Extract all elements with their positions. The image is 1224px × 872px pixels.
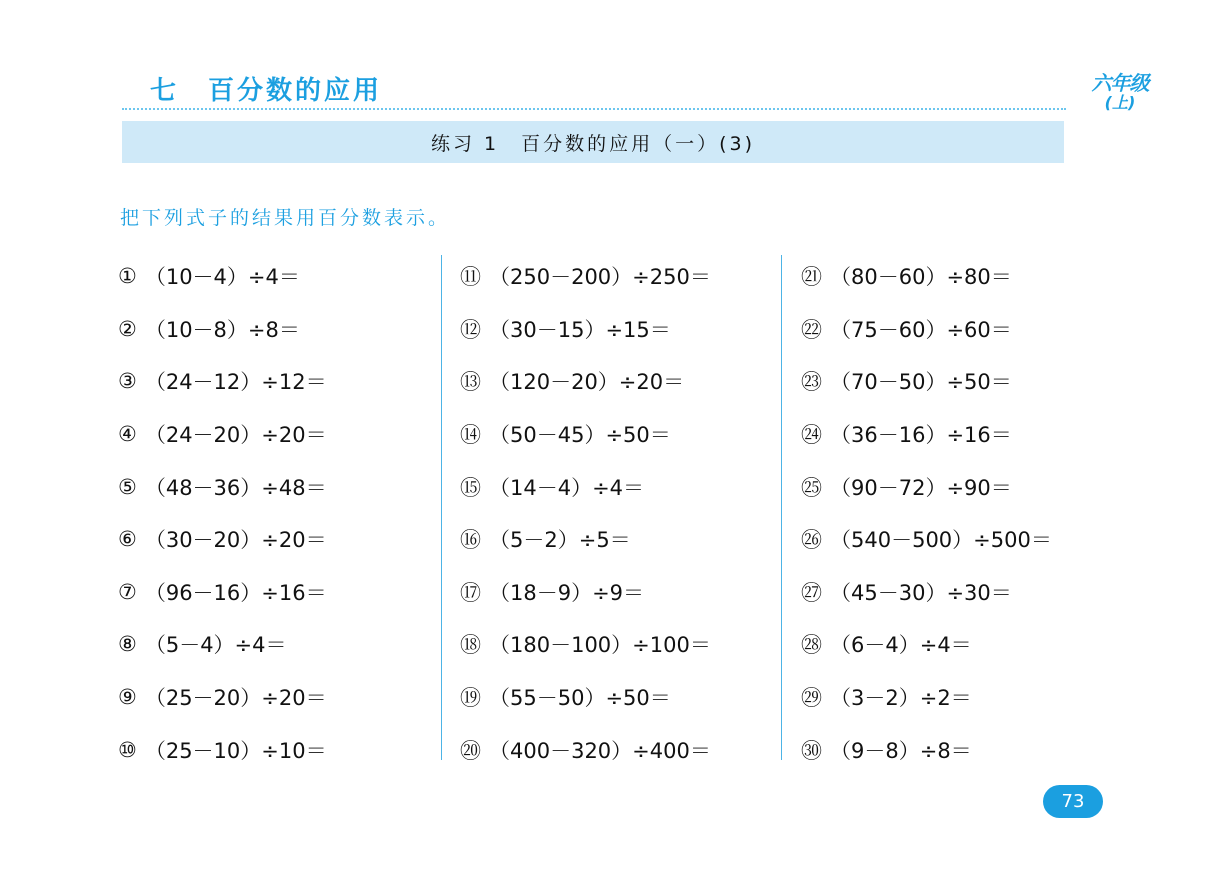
problem-item (118, 723, 327, 776)
problem-column-3 (801, 250, 1052, 776)
problem-expression: （9－8）÷8＝ (830, 738, 972, 763)
problem-expression: （30－20）÷20＝ (144, 528, 327, 553)
problem-expression: （120－20）÷20＝ (489, 370, 685, 395)
problem-item (118, 618, 327, 671)
page-number-badge (1043, 785, 1103, 818)
problem-expression: （14－4）÷4＝ (489, 475, 645, 500)
problem-item (801, 513, 1052, 566)
problem-expression: （96－16）÷16＝ (144, 580, 327, 605)
problem-number: ⑨ (118, 685, 137, 710)
problem-number: ① (118, 264, 137, 289)
problem-expression: （25－10）÷10＝ (144, 738, 327, 763)
problem-item (460, 303, 711, 356)
problem-expression: （48－36）÷48＝ (144, 475, 327, 500)
problem-item (460, 355, 711, 408)
problem-column-2 (460, 250, 711, 776)
problem-number: ⑮ (460, 475, 481, 500)
problem-expression: （18－9）÷9＝ (489, 580, 645, 605)
problem-expression: （180－100）÷100＝ (489, 633, 711, 658)
problem-number: ⑬ (460, 370, 481, 395)
problem-item (801, 408, 1052, 461)
problem-expression: （3－2）÷2＝ (830, 686, 972, 711)
problem-expression: （25－20）÷20＝ (144, 686, 327, 711)
problem-number: ⑲ (460, 686, 481, 711)
problem-item (801, 566, 1052, 619)
problem-expression: （24－12）÷12＝ (144, 370, 327, 395)
chapter-title: 七 百分数的应用 (150, 76, 383, 106)
problem-expression: （24－20）÷20＝ (144, 423, 327, 448)
page-number: 73 (1061, 791, 1085, 812)
problem-item (460, 671, 711, 724)
problem-number: ⑱ (460, 633, 481, 658)
problem-number: ② (118, 316, 137, 341)
problem-item (118, 566, 327, 619)
problem-expression: （90－72）÷90＝ (830, 475, 1012, 500)
problem-expression: （55－50）÷50＝ (489, 686, 671, 711)
problem-number: ㉘ (801, 633, 822, 658)
problem-expression: （70－50）÷50＝ (830, 370, 1012, 395)
problem-item (118, 303, 327, 356)
problem-item (801, 723, 1052, 776)
problem-number: ④ (118, 422, 137, 447)
problem-number: ③ (118, 369, 137, 394)
problem-expression: （36－16）÷16＝ (830, 423, 1012, 448)
problem-number: ㉕ (801, 475, 822, 500)
problem-expression: （540－500）÷500＝ (830, 528, 1052, 553)
problem-number: ⑪ (460, 265, 481, 290)
problem-number: ㉔ (801, 423, 822, 448)
problem-item (460, 618, 711, 671)
problem-number: ⑤ (118, 474, 137, 499)
header-divider (122, 108, 1066, 110)
problem-item (118, 513, 327, 566)
problem-expression: （10－4）÷4＝ (144, 265, 300, 290)
problem-item (801, 671, 1052, 724)
problem-expression: （50－45）÷50＝ (489, 423, 671, 448)
instruction-text: 把下列式子的结果用百分数表示。 (120, 207, 451, 229)
problem-number: ⑭ (460, 423, 481, 448)
grade-badge (1080, 72, 1160, 112)
problem-number: ⑫ (460, 317, 481, 342)
problem-number: ㉙ (801, 686, 822, 711)
lesson-banner (122, 121, 1064, 163)
problem-item (118, 250, 327, 303)
problem-item (460, 513, 711, 566)
problem-item (460, 460, 711, 513)
problem-expression: （30－15）÷15＝ (489, 317, 671, 342)
problem-expression: （400－320）÷400＝ (489, 738, 711, 763)
problem-item (118, 355, 327, 408)
problem-number: ⑰ (460, 580, 481, 605)
problem-item (801, 460, 1052, 513)
problem-number: ⑳ (460, 738, 481, 763)
problem-number: ㉓ (801, 370, 822, 395)
problem-item (801, 250, 1052, 303)
problem-item (460, 566, 711, 619)
problem-expression: （5－2）÷5＝ (489, 528, 631, 553)
problem-item (460, 250, 711, 303)
problem-item (460, 408, 711, 461)
problem-number: ㉖ (801, 528, 822, 553)
problem-expression: （250－200）÷250＝ (489, 265, 711, 290)
problem-number: ⑧ (118, 632, 137, 657)
problem-item (118, 460, 327, 513)
problem-number: ⑥ (118, 527, 137, 552)
column-divider (781, 255, 782, 760)
column-divider (441, 255, 442, 760)
problem-item (460, 723, 711, 776)
problem-expression: （6－4）÷4＝ (830, 633, 972, 658)
problem-item (801, 303, 1052, 356)
problem-item (801, 355, 1052, 408)
problem-expression: （5－4）÷4＝ (144, 633, 287, 658)
lesson-title: 练习 1 百分数的应用（一）(3) (430, 132, 756, 155)
problem-number: ㉑ (801, 265, 822, 290)
problem-number: ⑩ (118, 737, 137, 762)
problem-number: ⑯ (460, 528, 481, 553)
problem-item (118, 671, 327, 724)
problem-expression: （45－30）÷30＝ (830, 580, 1012, 605)
problem-number: ㉚ (801, 738, 822, 763)
problem-expression: （75－60）÷60＝ (830, 317, 1012, 342)
problem-number: ㉒ (801, 317, 822, 342)
problem-number: ⑦ (118, 579, 137, 604)
problem-item (118, 408, 327, 461)
problem-item (801, 618, 1052, 671)
problem-column-1 (118, 250, 327, 776)
problem-expression: （10－8）÷8＝ (144, 317, 300, 342)
problem-number: ㉗ (801, 580, 822, 605)
grade-label: 六年级 (1091, 71, 1149, 95)
term-label: (上) (1104, 93, 1136, 112)
problem-expression: （80－60）÷80＝ (830, 265, 1012, 290)
